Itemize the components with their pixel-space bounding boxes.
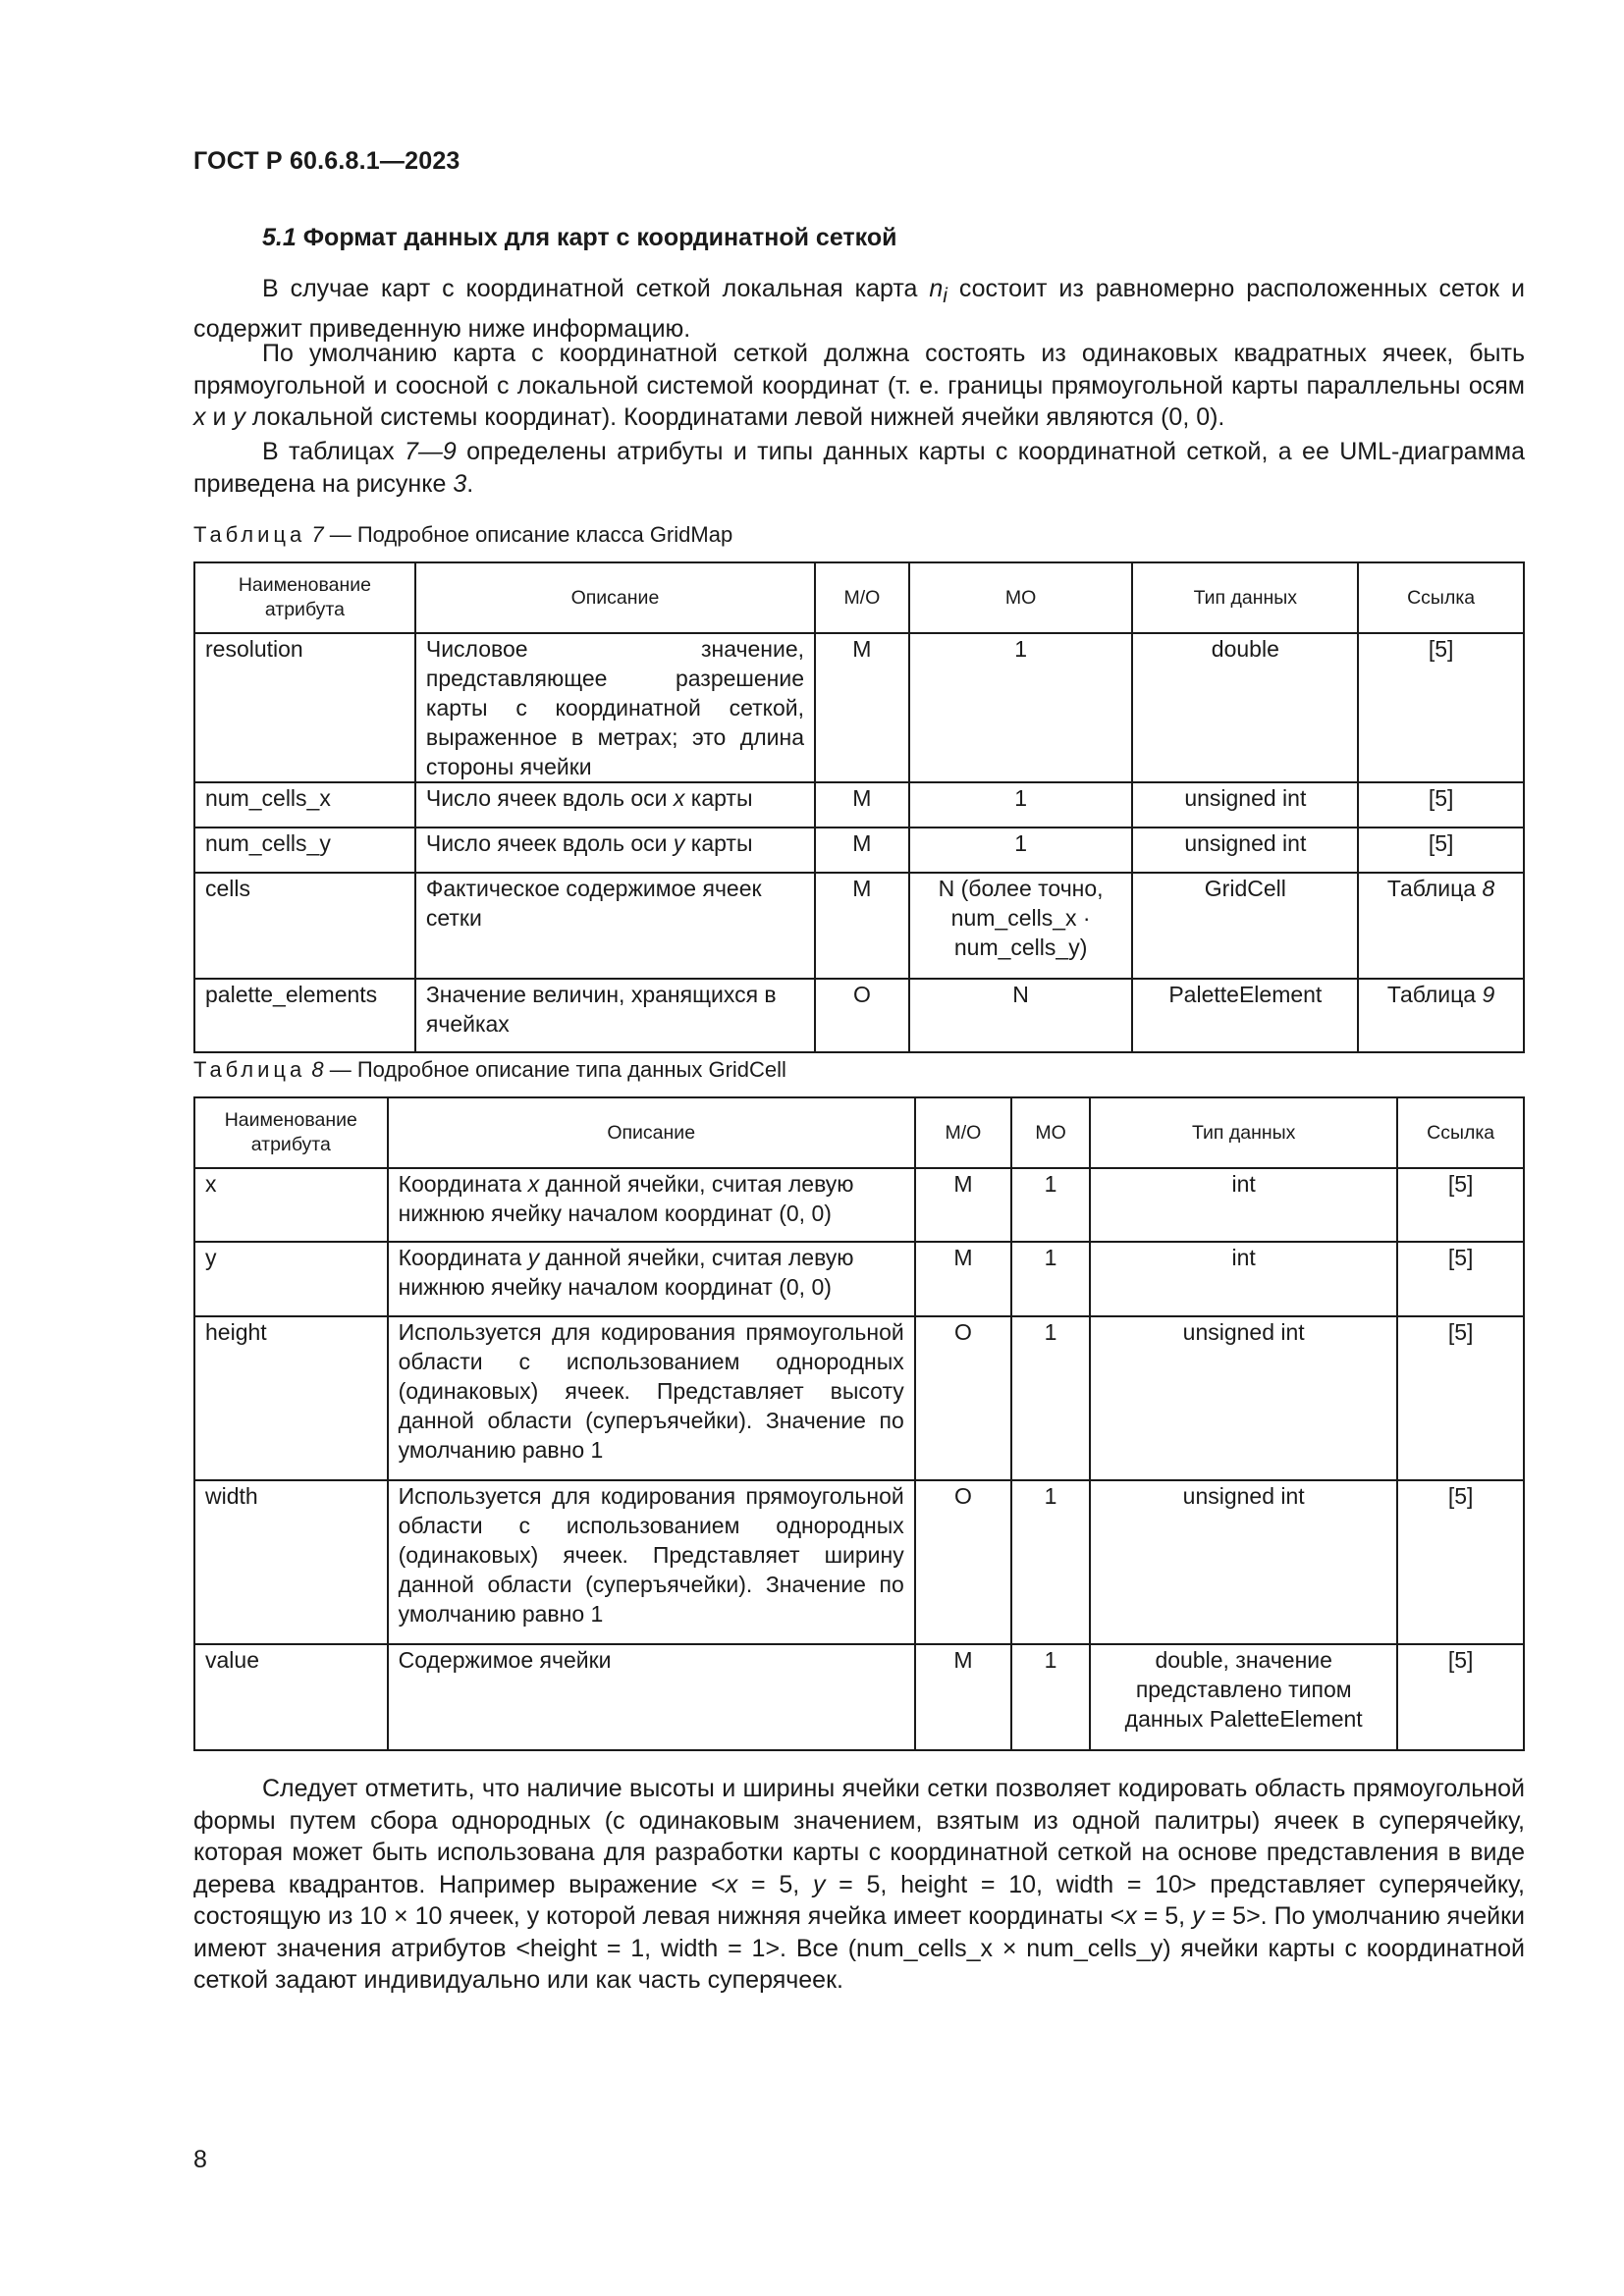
column-header: М/О <box>915 1097 1011 1168</box>
column-header: Ссылка <box>1397 1097 1524 1168</box>
column-header: МО <box>909 562 1133 633</box>
table-row: width Используется для кодирования прямоугольной области с использованием однородных (одинаковых) ячеек. Представляет ширину данной области (суперъячейки). Значение по умолчанию равно 1 O 1 unsigned int [5] <box>194 1480 1524 1644</box>
table-row: num_cells_x Число ячеек вдоль оси x карты M 1 unsigned int [5] <box>194 782 1524 828</box>
table-header-row <box>194 1097 1524 1168</box>
column-header: Тип данных <box>1132 562 1358 633</box>
paragraph-1: В случае карт с координатной сеткой локальная карта $n_i$ состоит из равномерно расположенных сеток и содержит приведенную ниже информацию. <box>193 275 1525 343</box>
column-header: М/О <box>815 562 909 633</box>
table-8-caption: Таблица 8 — Подробное описание типа данных GridCell <box>193 1057 786 1082</box>
column-header: Наименование атрибута <box>194 1097 388 1168</box>
table-row: height Используется для кодирования прямоугольной области с использованием однородных (одинаковых) ячеек. Представляет высоту данной области (суперъячейки). Значение по умолчанию равно 1 O 1 unsigned int [5] <box>194 1316 1524 1480</box>
table-header-row <box>194 562 1524 633</box>
section-title <box>262 224 896 252</box>
table-row: value Содержимое ячейки M 1 double, значение представлено типом данных PaletteElement [5] <box>194 1644 1524 1750</box>
closing-paragraph: Следует отметить, что наличие высоты и ширины ячейки сетки позволяет кодировать область прямоугольной формы путем сбора однородных (с одинаковым значением, взятым из одной палитры) ячеек в суперячейку, которая может быть использована для разработки карты с координатной сеткой на основе представления в виде дерева квадрантов. Например выражение <x = 5, y = 5, height = 10, width = 10> представляет суперячейку, состоящую из 10 × 10 ячеек, у которой левая нижняя ячейка имеет координаты <x = 5, y = 5>. По умолчанию ячейки имеют значения атрибутов <height = 1, width = 1>. Все (num_cells_x × num_cells_y) ячейки карты с координатной сеткой задают индивидуально или как часть суперячеек. <box>193 1775 1525 1994</box>
table-row: resolution Числовое значение, представляющее разрешение карты с координатной сеткой, выраженное в метрах; это длина стороны ячейки M 1 double [5] <box>194 633 1524 782</box>
table-row: palette_elements Значение величин, хранящихся в ячейках O N PaletteElement Таблица 9 <box>194 979 1524 1052</box>
table-7-caption: Таблица 7 — Подробное описание класса GridMap <box>193 522 733 547</box>
column-header: МО <box>1011 1097 1090 1168</box>
paragraph-2: По умолчанию карта с координатной сеткой должна состоять из одинаковых квадратных ячеек, быть прямоугольной и соосной с локальной системой координат (т. е. границы прямоугольной карты параллельны осям x и y локальной системы координат). Координатами левой нижней ячейки являются (0, 0). <box>193 340 1525 431</box>
column-header: Описание <box>415 562 815 633</box>
table-row: num_cells_y Число ячеек вдоль оси y карты M 1 unsigned int [5] <box>194 828 1524 873</box>
page-number: 8 <box>193 2146 207 2173</box>
column-header: Описание <box>388 1097 915 1168</box>
column-header: Наименование атрибута <box>194 562 415 633</box>
column-header: Ссылка <box>1358 562 1524 633</box>
table-row: x Координата x данной ячейки, считая левую нижнюю ячейку началом координат (0, 0) M 1 int [5] <box>194 1168 1524 1242</box>
table-8-gridcell <box>193 1096 1525 1751</box>
column-header: Тип данных <box>1090 1097 1397 1168</box>
table-row: cells Фактическое содержимое ячеек сетки M N (более точно, num_cells_x · num_cells_y) GridCell Таблица 8 <box>194 873 1524 979</box>
paragraph-3: В таблицах 7—9 определены атрибуты и типы данных карты с координатной сеткой, а ее UML-диаграмма приведена на рисунке 3. <box>193 438 1525 498</box>
table-row: y Координата y данной ячейки, считая левую нижнюю ячейку началом координат (0, 0) M 1 int [5] <box>194 1242 1524 1316</box>
standard-code: ГОСТ Р 60.6.8.1—2023 <box>193 147 460 175</box>
section-number: 5.1 <box>262 224 297 251</box>
table-7-gridmap <box>193 561 1525 1053</box>
section-title-text: Формат данных для карт с координатной сеткой <box>302 224 897 251</box>
